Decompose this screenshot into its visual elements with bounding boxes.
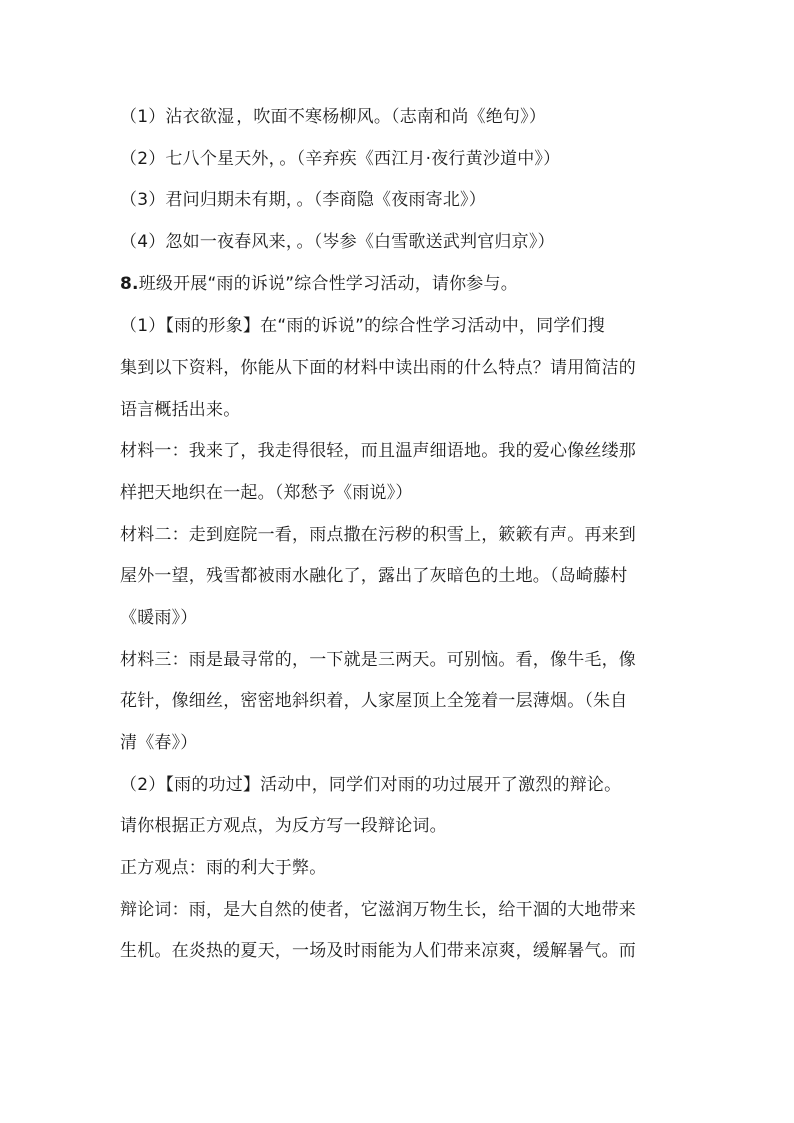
poem-line-2 — [120, 144, 680, 174]
material-line-7: 花针，像细丝，密密地斜织着，人家屋顶上全笼着一层薄烟。（朱自 — [120, 691, 628, 711]
part1-line-2: 集到以下资料，你能从下面的材料中读出雨的什么特点？请用简洁的 — [120, 358, 636, 378]
poem-line-1 — [120, 102, 680, 132]
part2-line-2: 请你根据正方观点，为反方写一段辩论词。 — [120, 816, 447, 836]
poem-line-3-suffix: 。（李商隐《夜雨寄北》） — [296, 190, 486, 210]
poem-line-3 — [120, 185, 680, 215]
material-line-8: 清《春》） — [120, 733, 198, 753]
part2-line-5: 生机。在炎热的夏天，一场及时雨能为人们带来凉爽，缓解暑气。而 — [120, 941, 636, 961]
question-8-text: 班级开展“雨的诉说”综合性学习活动，请你参与。 — [138, 274, 518, 294]
poem-line-4-suffix: 。（岑参《白雪歌送武判官归京》） — [296, 232, 555, 252]
poem-line-1-suffix: ，吹面不寒杨柳风。（志南和尚《绝句》） — [236, 107, 547, 127]
part1-line-1: （1）【雨的形象】在“雨的诉说”的综合性学习活动中，同学们搜 — [120, 316, 605, 336]
poem-line-4 — [120, 227, 680, 257]
part2-line-3: 正方观点：雨的利大于弊。 — [120, 858, 327, 878]
poem-line-1-prefix: （1）沾衣欲湿 — [120, 107, 235, 127]
question-number: 8. — [120, 274, 139, 294]
part2-line-4: 辩论词：雨，是大自然的使者，它滋润万物生长，给干涸的大地带来 — [120, 900, 636, 920]
material-line-4: 屋外一望，残雪都被雨水融化了，露出了灰暗色的土地。（岛崎藤村 — [120, 566, 628, 586]
material-line-3: 材料二：走到庭院一看，雨点撒在污秽的积雪上，簌簌有声。再来到 — [120, 525, 636, 545]
poem-line-4-prefix: （4）忽如一夜春风来， — [120, 232, 295, 252]
part1-line-3: 语言概括出来。 — [120, 400, 241, 420]
part2-line-1: （2）【雨的功过】活动中，同学们对雨的功过展开了激烈的辩论。 — [120, 775, 622, 795]
question-8-heading — [120, 269, 680, 299]
poem-line-2-suffix: 。（辛弃疾《西江月·夜行黄沙道中》） — [279, 149, 561, 169]
poem-line-3-prefix: （3）君问归期未有期， — [120, 190, 295, 210]
material-line-6: 材料三：雨是最寻常的，一下就是三两天。可别恼。看，像牛毛，像 — [120, 650, 636, 670]
material-line-5: 《暖雨》） — [120, 608, 198, 628]
poem-line-2-prefix: （2）七八个星天外， — [120, 149, 278, 169]
material-line-2: 样把天地织在一起。（郑愁予《雨说》） — [120, 483, 413, 503]
material-line-1: 材料一：我来了，我走得很轻，而且温声细语地。我的爱心像丝缕那 — [120, 441, 636, 461]
